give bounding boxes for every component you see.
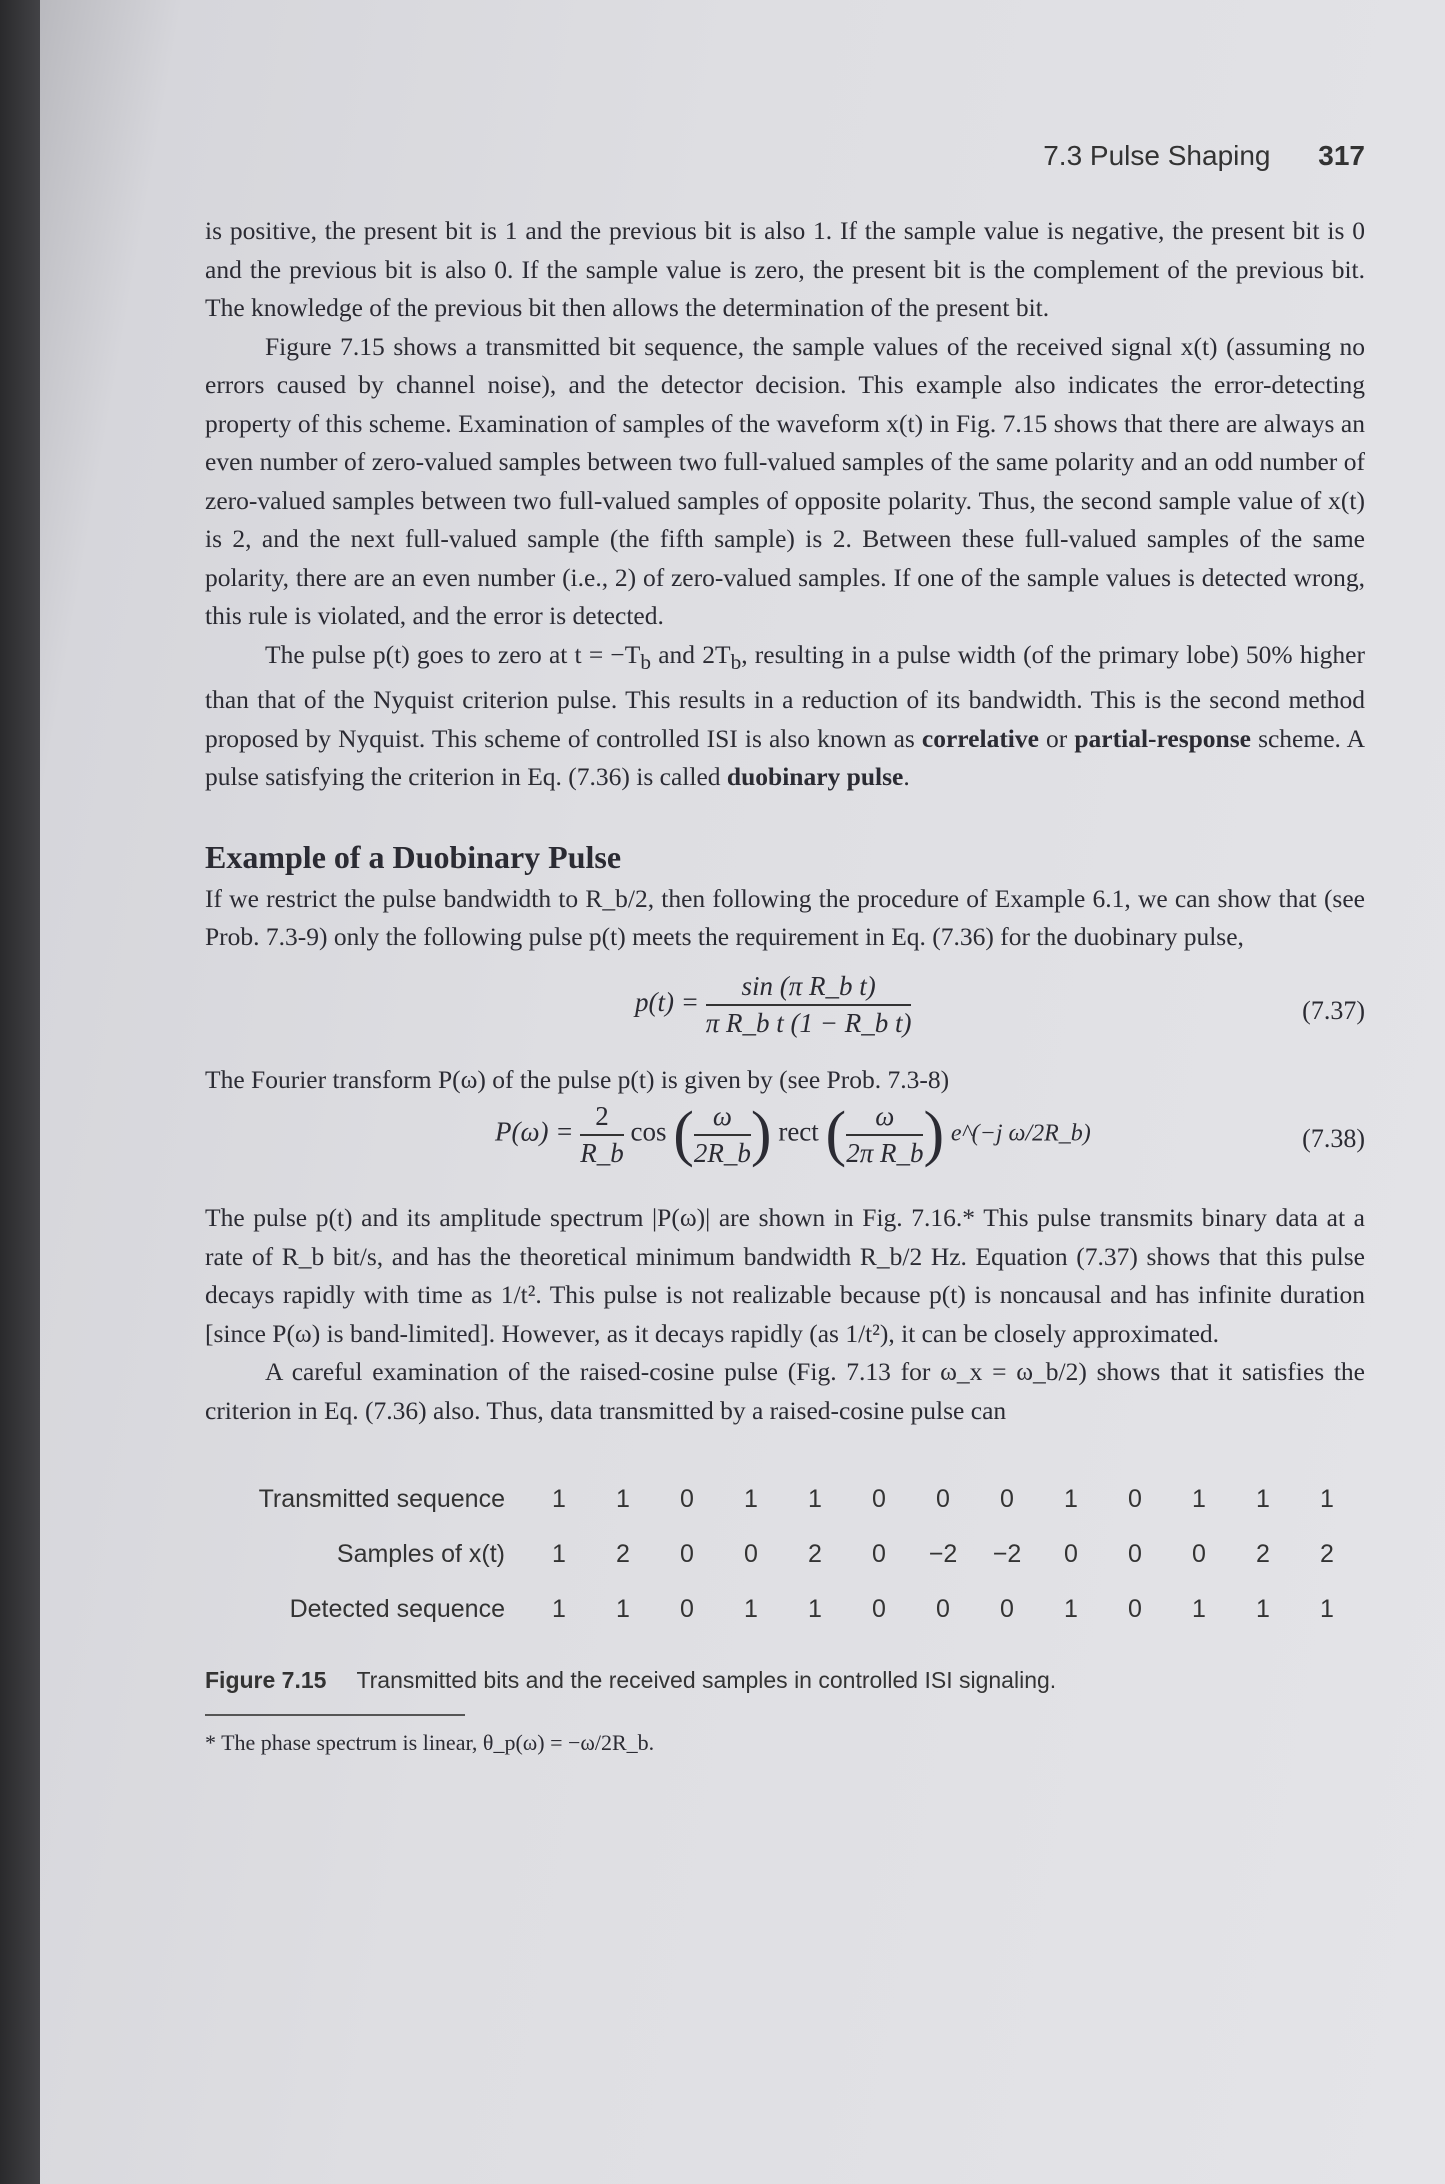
table-cell: 0 xyxy=(936,1485,950,1514)
paragraph-5: The Fourier transform P(ω) of the pulse p(t) is given by (see Prob. 7.3-8) xyxy=(205,1064,950,1094)
table-cell: 0 xyxy=(872,1540,886,1569)
footnote: * The phase spectrum is linear, θ_p(ω) = −ω/2R_b. xyxy=(205,1730,655,1756)
paragraph-6: The pulse p(t) and its amplitude spectrum |P(ω)| are shown in Fig. 7.16.* This pulse transmits binary data at a rate of R_b bit/s, and has the theoretical minimum bandwidth R_b/2 Hz. Equation (7.37) shows that this pulse decays rapidly with time as 1/t². This pulse is not realizable because p(t) is noncausal and has infinite duration [since P(ω) is band-limited]. However, as it decays rapidly (as 1/t²), it can be closely approximated. xyxy=(205,1203,1365,1348)
table-row xyxy=(205,1472,1359,1527)
table-cell: 2 xyxy=(1256,1540,1270,1569)
paragraph-4: If we restrict the pulse bandwidth to R_b/2, then following the procedure of Example 6.1, we can show that (see Prob. 7.3-9) only the following pulse p(t) meets the requirement in Eq. (7.36) for the duobinary pulse, xyxy=(205,883,1365,952)
table-cell: −2 xyxy=(992,1540,1022,1569)
paragraph-7: A careful examination of the raised-cosine pulse (Fig. 7.13 for ω_x = ω_b/2) shows that it satisfies the criterion in Eq. (7.36) also. Thus, data transmitted by a raised-cosine pulse can xyxy=(205,1357,1365,1425)
equation-number: (7.37) xyxy=(1302,995,1365,1025)
table-cell: 0 xyxy=(1000,1595,1014,1624)
figure-caption: Figure 7.15 Transmitted bits and the received samples in controlled ISI signaling. xyxy=(205,1667,1057,1694)
table-cell: 1 xyxy=(1064,1485,1078,1514)
table-cell: 0 xyxy=(680,1485,694,1514)
term-partial-response: partial-response xyxy=(1074,723,1251,753)
section-title: 7.3 Pulse Shaping xyxy=(1043,140,1271,171)
table-cell: 1 xyxy=(744,1485,758,1514)
table-cell: 0 xyxy=(936,1595,950,1624)
table-cell: 1 xyxy=(1064,1595,1078,1624)
term-correlative: correlative xyxy=(921,723,1039,753)
table-cell: 1 xyxy=(552,1595,566,1624)
table-cell: 1 xyxy=(616,1595,630,1624)
paragraph-2: Figure 7.15 shows a transmitted bit sequence, the sample values of the received signal x(t) (assuming no errors caused by channel noise), and the detector decision. This example also indicates the error-detecting property of this scheme. Examination of samples of the waveform x(t) in Fig. 7.15 shows that there are always an even number of zero-valued samples between two full-valued samples of the same polarity and an odd number of zero-valued samples between two full-valued samples of opposite polarity. Thus, the second sample value of x(t) is 2, and the next full-valued sample (the fifth sample) is 2. Between these full-valued samples of the same polarity, there are an even number (i.e., 2) of zero-valued samples. If one of the sample values is detected wrong, this rule is violated, and the error is detected. xyxy=(205,331,1365,630)
paragraph-1: is positive, the present bit is 1 and the previous bit is also 1. If the sample value is negative, the present bit is 0 and the previous bit is also 0. If the sample value is zero, the present bit is the complement of the previous bit. The knowledge of the previous bit then allows the determination of the present bit. xyxy=(205,216,1365,322)
paragraph-3: The pulse p(t) goes to zero at $t = -T_b$ and $2T_b$, resulting in a pulse width (of the primary lobe) 50% higher than that of the Nyquist criterion pulse. This results in a reduction of its bandwidth. This is the second method proposed by Nyquist. This scheme of controlled ISI is also known as correlative or partial-response scheme. A pulse satisfying the criterion in Eq. (7.36) is called duobinary pulse. xyxy=(205,639,1365,792)
table-cell: 0 xyxy=(872,1595,886,1624)
table-cell: 0 xyxy=(1000,1485,1014,1514)
equation-7-38: P(ω) = $\frac{2}{R\_b}$ cos ( $\frac{\omega}{2R\_b}$ ) rect ( $\frac{\omega}{\text{2π R\_b}}$ ) e^(−j ω/2R_b) (7.38) xyxy=(495,1100,1365,1169)
main-text xyxy=(205,212,1365,1756)
term-duobinary: duobinary pulse xyxy=(726,762,904,792)
table-cell: 1 xyxy=(552,1540,566,1569)
table-cell: −2 xyxy=(928,1540,958,1569)
table-cell: 0 xyxy=(1064,1540,1078,1569)
table-cell: 2 xyxy=(808,1540,822,1569)
page-number: 317 xyxy=(1318,140,1365,171)
table-cell: 1 xyxy=(1256,1595,1270,1624)
table-cell: 0 xyxy=(1128,1485,1142,1514)
figure-7-15-table xyxy=(205,1472,1359,1637)
book-page xyxy=(40,0,1445,2184)
table-cell: 0 xyxy=(1128,1540,1142,1569)
table-cell: 1 xyxy=(808,1485,822,1514)
table-cell: 1 xyxy=(1320,1595,1334,1624)
table-cell: 1 xyxy=(1192,1485,1206,1514)
row-label: Samples of x(t) xyxy=(336,1540,505,1569)
table-cell: 1 xyxy=(1192,1595,1206,1624)
table-cell: 0 xyxy=(744,1540,758,1569)
table-cell: 0 xyxy=(680,1540,694,1569)
table-row xyxy=(205,1527,1359,1582)
table-cell: 1 xyxy=(552,1485,566,1514)
table-cell: 0 xyxy=(872,1485,886,1514)
equation-7-37: p(t) = $\frac{\text{sin (π R\_b t)}}{\text{π R\_b t (1 − R\_b t)}}$ (7.37) xyxy=(635,970,1365,1038)
table-row xyxy=(205,1582,1359,1637)
footnote-rule xyxy=(205,1714,465,1716)
table-cell: 1 xyxy=(1320,1485,1334,1514)
row-label: Transmitted sequence xyxy=(258,1485,505,1514)
table-cell: 1 xyxy=(616,1485,630,1514)
row-label: Detected sequence xyxy=(289,1595,505,1624)
table-cell: 0 xyxy=(1128,1595,1142,1624)
table-cell: 2 xyxy=(616,1540,630,1569)
table-cell: 1 xyxy=(744,1595,758,1624)
table-cell: 1 xyxy=(808,1595,822,1624)
table-cell: 2 xyxy=(1320,1540,1334,1569)
table-cell: 0 xyxy=(680,1595,694,1624)
table-cell: 1 xyxy=(1256,1485,1270,1514)
example-heading: Example of a Duobinary Pulse xyxy=(205,838,622,875)
table-cell: 0 xyxy=(1192,1540,1206,1569)
running-header xyxy=(865,140,1365,172)
equation-number: (7.38) xyxy=(1302,1124,1365,1154)
